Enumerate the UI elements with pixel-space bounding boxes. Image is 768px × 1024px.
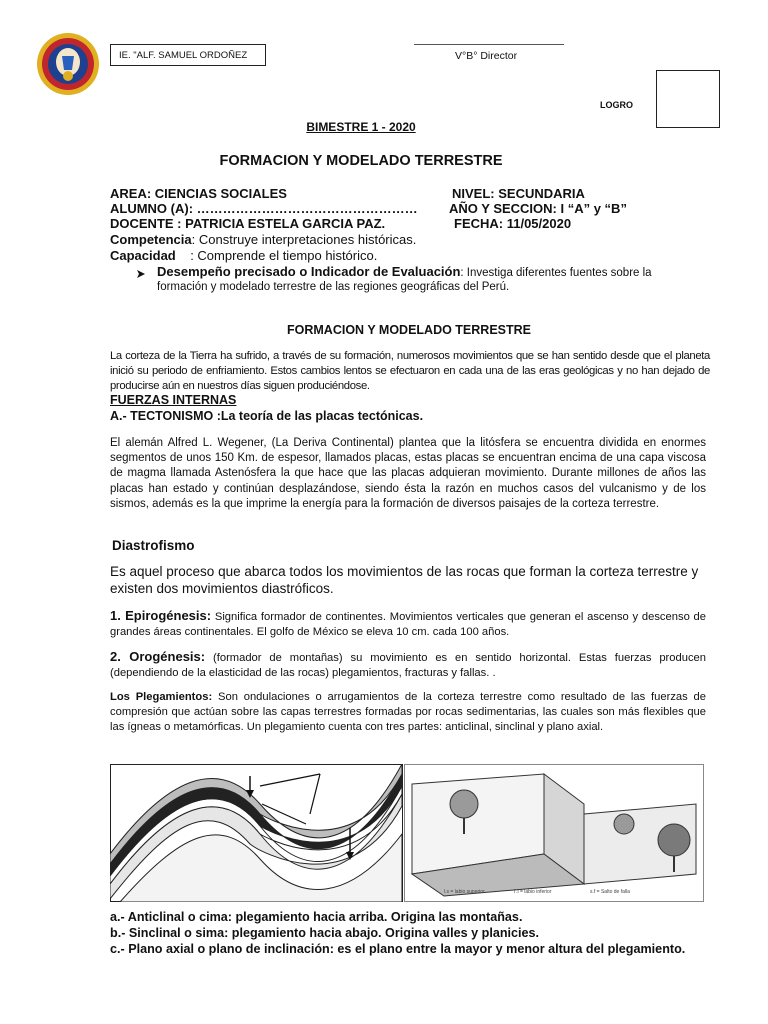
desempeno-text-2: formación y modelado terrestre de las regiones geográficas del Perú. (157, 281, 510, 293)
diastrofismo-paragraph: Es aquel proceso que abarca todos los movimientos de las rocas que forman la corteza terrestre y existen dos movimientos diastróficos. (110, 564, 699, 596)
caption-salto-falla: s.f = Salto de falla (590, 889, 630, 895)
logro-label: LOGRO (600, 100, 633, 110)
section-subtitle: FORMACION Y MODELADO TERRESTRE (287, 323, 531, 337)
capacidad-label: Capacidad (110, 248, 176, 263)
fault-block-landscape-icon (404, 764, 704, 902)
competencia-text: : Construye interpretaciones históricas. (191, 232, 417, 247)
wegener-paragraph: El alemán Alfred L. Wegener, (La Deriva Continental) plantea que la litósfera se encuentra dividida en enormes segmentos de unos 150 Km. de espesor, llamados placas, estas placas se encuentran encima de una capa viscosa de magma llamada Astenósfera la que hace que las placas adquieran movimiento. Durante millones de años las placas han estado y continúan desplazándose, siendo ésta la razón en muchos casos del vulcanismo y de los sismos, además es la que imprime la energía para la formación de diversos paisajes de la corteza terrestre. (110, 437, 706, 510)
tectonismo-heading: A.- TECTONISMO :La teoría de las placas tectónicas. (110, 409, 424, 423)
director-label: V°B° Director (455, 50, 518, 62)
alumno-label: ALUMNO (A): …………………………………………… (110, 201, 418, 216)
arrowhead-bullet-icon (136, 266, 146, 284)
plegamientos-paragraph (110, 690, 706, 736)
school-crest-icon (36, 32, 100, 96)
caption-labio-inferior: l'.i = labio inferior (514, 889, 552, 895)
epirogenesis-paragraph (110, 608, 706, 640)
diastrofismo-heading: Diastrofismo (112, 538, 195, 553)
bimestre-title: BIMESTRE 1 - 2020 (306, 120, 416, 134)
plegamientos-text: Son ondulaciones o arrugamientos de la corteza terrestre como resultado de las fuerzas de compresión que actúan sobre las capas terrestres formadas por rocas sedimentarias, las cuales son más flexibles que las ígneas o metamórficas. Un plegamiento cuenta con tres partes: anticlinal, sinclinal y plano axial. (110, 691, 706, 734)
nivel-label: NIVEL: SECUNDARIA (452, 186, 585, 201)
epirogenesis-text: Significa formador de continentes. Movimientos verticales que generan el ascenso y descenso de grandes áreas continentales. El golfo de México se eleva 10 cm. cada 100 años. (110, 611, 707, 639)
caption-plano-axial: c.- Plano axial o plano de inclinación: es el plano entre la mayor y menor altura del plegamiento. (110, 942, 686, 956)
competencia-line (110, 232, 416, 247)
page-title: FORMACION Y MODELADO TERRESTRE (219, 153, 503, 169)
orogenesis-paragraph (110, 649, 706, 681)
intro-paragraph: La corteza de la Tierra ha sufrido, a través de su formación, numerosos movimientos que se han sentido desde que el planeta inició su periodo de enfriamiento. Estos cambios lentos se efectuaron en cada una de las eras geológicas y no han dejado de producirse aún en nuestros días siguen produciéndose. (110, 350, 710, 392)
orogenesis-label: 2. Orogénesis: (110, 649, 206, 664)
desempeno-text: : Investiga diferentes fuentes sobre la (460, 267, 652, 279)
plegamientos-label: Los Plegamientos: (110, 691, 213, 703)
capacidad-line (110, 248, 377, 263)
fold-figure (110, 764, 704, 902)
fecha-label: FECHA: 11/05/2020 (454, 216, 572, 231)
caption-anticlinal: a.- Anticlinal o cima: plegamiento hacia arriba. Origina las montañas. (110, 910, 523, 924)
director-signature-line (414, 44, 564, 45)
desempeno-label: Desempeño precisado o Indicador de Evaluación (157, 264, 461, 279)
school-name-box: IE. "ALF. SAMUEL ORDOÑEZ (110, 44, 266, 66)
epirogenesis-label: 1. Epirogénesis: (110, 608, 212, 623)
grado-label: AÑO Y SECCION: I “A” y “B” (449, 201, 627, 216)
fuerzas-internas-heading: FUERZAS INTERNAS (110, 393, 237, 407)
competencia-label: Competencia (110, 232, 192, 247)
caption-labio-superior: l.s = labio superior (444, 889, 485, 895)
capacidad-text: : Comprende el tiempo histórico. (175, 248, 378, 263)
caption-sinclinal: b.- Sinclinal o sima: plegamiento hacia abajo. Origina valles y planicies. (110, 926, 540, 940)
area-label: AREA: CIENCIAS SOCIALES (110, 186, 287, 201)
desempeno-line (157, 264, 727, 279)
orogenesis-text: (formador de montañas) su movimiento es en sentido horizontal. Estas fuerzas producen (dependiendo de la elasticidad de las rocas) plegamientos, fracturas y fallas. . (110, 652, 706, 680)
docente-label: DOCENTE : PATRICIA ESTELA GARCIA PAZ. (110, 216, 386, 231)
